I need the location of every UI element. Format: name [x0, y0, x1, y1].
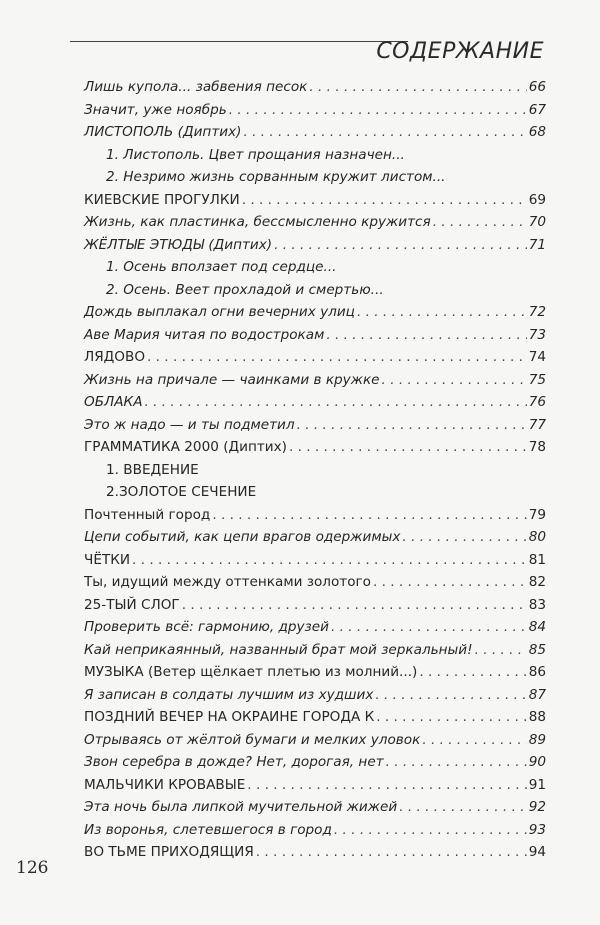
toc-entry-page: 76	[528, 394, 546, 410]
toc-dot-leader	[212, 504, 526, 527]
toc-entry	[84, 414, 546, 437]
toc-entry	[84, 121, 546, 144]
toc-dot-leader	[256, 841, 527, 864]
toc-entry-page: 94	[528, 844, 546, 860]
toc-dot-leader	[382, 369, 527, 392]
toc-entry	[84, 76, 546, 99]
page-number: 126	[16, 858, 49, 878]
toc-entry-page: 89	[528, 731, 546, 748]
toc-subentry	[84, 144, 546, 167]
toc-entry-title: Ты, идущий между оттенками золотого	[84, 574, 371, 590]
toc-dot-leader	[297, 414, 527, 437]
toc-entry-page: 72	[528, 304, 546, 320]
toc-dot-leader	[375, 684, 526, 707]
toc-entry-title: 2.ЗОЛОТОЕ СЕЧЕНИЕ	[106, 484, 257, 500]
toc-entry-title: Это ж надо — и ты подметил	[84, 416, 295, 433]
toc-entry-title: ЖЁЛТЫЕ ЭТЮДЫ (Диптих)	[84, 236, 273, 253]
toc-entry	[84, 526, 546, 549]
toc-entry-page: 73	[528, 326, 546, 343]
toc-entry	[84, 796, 546, 819]
toc-dot-leader	[433, 211, 527, 234]
toc-entry-title: Цепи событий, как цепи врагов одержимых	[84, 529, 401, 545]
toc-entry-page: 74	[528, 349, 546, 365]
toc-entry	[84, 346, 546, 369]
toc-dot-leader	[309, 76, 526, 99]
toc-entry-title: Проверить всё: гармонию, друзей	[84, 619, 329, 635]
toc-dot-leader	[419, 661, 526, 684]
toc-entry	[84, 301, 546, 324]
toc-entry-page: 92	[528, 799, 546, 815]
toc-entry-title: 1. ВВЕДЕНИЕ	[106, 461, 199, 478]
toc-dot-leader	[182, 594, 527, 617]
toc-dot-leader	[147, 346, 527, 369]
toc-dot-leader	[229, 99, 527, 122]
toc-entry	[84, 504, 546, 527]
toc-entry-page: 75	[528, 371, 546, 388]
toc-entry-page: 88	[528, 709, 546, 725]
toc-dot-leader	[334, 819, 527, 842]
toc-entry	[84, 841, 546, 864]
toc-entry-title: Значит, уже ноябрь	[84, 101, 227, 118]
toc-entry-page: 68	[528, 124, 546, 140]
toc-entry-page: 85	[528, 641, 546, 658]
toc-entry	[84, 549, 546, 572]
toc-entry	[84, 639, 546, 662]
toc-dot-leader	[326, 324, 526, 347]
toc-entry	[84, 774, 546, 797]
toc-entry-title: 2. Незримо жизнь сорванным кружит листом...	[106, 169, 446, 185]
toc-entry	[84, 706, 546, 729]
toc-entry-title: ОБЛАКА	[84, 394, 143, 410]
toc-entry-page: 91	[528, 776, 546, 793]
toc-entry-page: 66	[528, 79, 546, 95]
header-rule	[70, 41, 408, 42]
toc-entry-title: Отрываясь от жёлтой бумаги и мелких уловок	[84, 731, 421, 748]
toc-dot-leader	[373, 571, 527, 594]
toc-entry-title: ГРАММАТИКА 2000 (Диптих)	[84, 439, 287, 455]
toc-entry-page: 87	[528, 686, 546, 703]
toc-entry	[84, 751, 546, 774]
toc-entry-title: 25-ТЫЙ СЛОГ	[84, 596, 180, 613]
toc-entry	[84, 684, 546, 707]
toc-entry-title: Эта ночь была липкой мучительной жижей	[84, 799, 398, 815]
toc-entry-title: ЛЯДОВО	[84, 349, 146, 365]
toc-dot-leader	[289, 436, 527, 459]
toc-entry-title: Аве Мария читая по водострокам	[84, 326, 325, 343]
toc-entry-title: ЛИСТОПОЛЬ (Диптих)	[84, 124, 242, 140]
toc-entry-title: Почтенный город	[84, 506, 211, 523]
toc-entry-page: 82	[528, 574, 546, 590]
toc-entry-title: КИЕВСКИЕ ПРОГУЛКИ	[84, 191, 240, 208]
toc-entry-title: Жизнь, как пластинка, бессмысленно кружится	[84, 214, 431, 230]
toc-entry-title: МУЗЫКА (Ветер щёлкает плетью из молний...)	[84, 664, 418, 680]
toc-dot-leader	[422, 729, 526, 752]
toc-entry	[84, 594, 546, 617]
toc-dot-leader	[145, 391, 527, 414]
toc-entry-page: 70	[528, 214, 546, 230]
toc-entry	[84, 571, 546, 594]
toc-entry	[84, 324, 546, 347]
toc-entry-title: Из воронья, слетевшегося в город	[84, 821, 332, 838]
toc-entry	[84, 211, 546, 234]
page-title: СОДЕРЖАНИЕ	[376, 39, 544, 64]
toc-entry-page: 67	[528, 101, 546, 118]
toc-entry-title: ЧЁТКИ	[84, 551, 131, 568]
toc-entry	[84, 729, 546, 752]
toc-entry	[84, 189, 546, 212]
toc-entry-page: 84	[528, 619, 546, 635]
toc-entry-title: Жизнь на причале — чаинками в кружке	[84, 371, 380, 388]
toc-subentry	[84, 459, 546, 482]
toc-entry	[84, 391, 546, 414]
toc-entry-title: 1. Листополь. Цвет прощания назначен...	[106, 146, 405, 163]
toc-entry-page: 69	[528, 191, 546, 208]
toc-entry	[84, 616, 546, 639]
toc-dot-leader	[376, 706, 526, 729]
toc-entry	[84, 661, 546, 684]
toc-dot-leader	[132, 549, 527, 572]
toc-entry-page: 77	[528, 416, 546, 433]
toc-entry-title: Я записан в солдаты лучшим из худших	[84, 686, 374, 703]
toc-dot-leader	[357, 301, 527, 324]
toc-entry-title: Звон серебра в дожде? Нет, дорогая, нет	[84, 754, 384, 770]
toc-entry	[84, 819, 546, 842]
toc-entry	[84, 436, 546, 459]
toc-entry-page: 86	[528, 664, 546, 680]
toc-entry-title: МАЛЬЧИКИ КРОВАВЫЕ	[84, 776, 246, 793]
toc-entry-page: 81	[528, 551, 546, 568]
toc-dot-leader	[243, 121, 526, 144]
toc-entry-title: ВО ТЬМЕ ПРИХОДЯЩИЯ	[84, 844, 254, 860]
toc-entry-title: 1. Осень вползает под сердце...	[106, 259, 337, 275]
toc-dot-leader	[274, 234, 527, 257]
toc-subentry	[84, 481, 546, 504]
toc-dot-leader	[475, 639, 527, 662]
toc-entry-page: 90	[528, 754, 546, 770]
toc-entry-title: 2. Осень. Веет прохладой и смертью...	[106, 281, 384, 298]
toc-entry-page: 71	[528, 236, 546, 253]
toc-entry-page: 80	[528, 529, 546, 545]
toc-subentry	[84, 279, 546, 302]
toc-dot-leader	[402, 526, 526, 549]
toc-dot-leader	[242, 189, 527, 212]
toc-entry-page: 78	[528, 439, 546, 455]
toc-dot-leader	[331, 616, 527, 639]
toc-subentry	[84, 256, 546, 279]
toc-entry	[84, 234, 546, 257]
toc-entry	[84, 99, 546, 122]
toc-entry-title: Лишь купола... забвения песок	[84, 79, 308, 95]
table-of-contents	[84, 76, 546, 864]
toc-entry-page: 93	[528, 821, 546, 838]
toc-entry-page: 83	[528, 596, 546, 613]
toc-entry-title: Дождь выплакал огни вечерних улиц	[84, 304, 355, 320]
toc-entry-title: Кай неприкаянный, названный брат мой зеркальный!	[84, 641, 473, 658]
toc-entry	[84, 369, 546, 392]
toc-entry-page: 79	[528, 506, 546, 523]
toc-dot-leader	[386, 751, 527, 774]
toc-dot-leader	[247, 774, 526, 797]
toc-entry-title: ПОЗДНИЙ ВЕЧЕР НА ОКРАИНЕ ГОРОДА К	[84, 709, 375, 725]
toc-dot-leader	[399, 796, 526, 819]
toc-subentry	[84, 166, 546, 189]
